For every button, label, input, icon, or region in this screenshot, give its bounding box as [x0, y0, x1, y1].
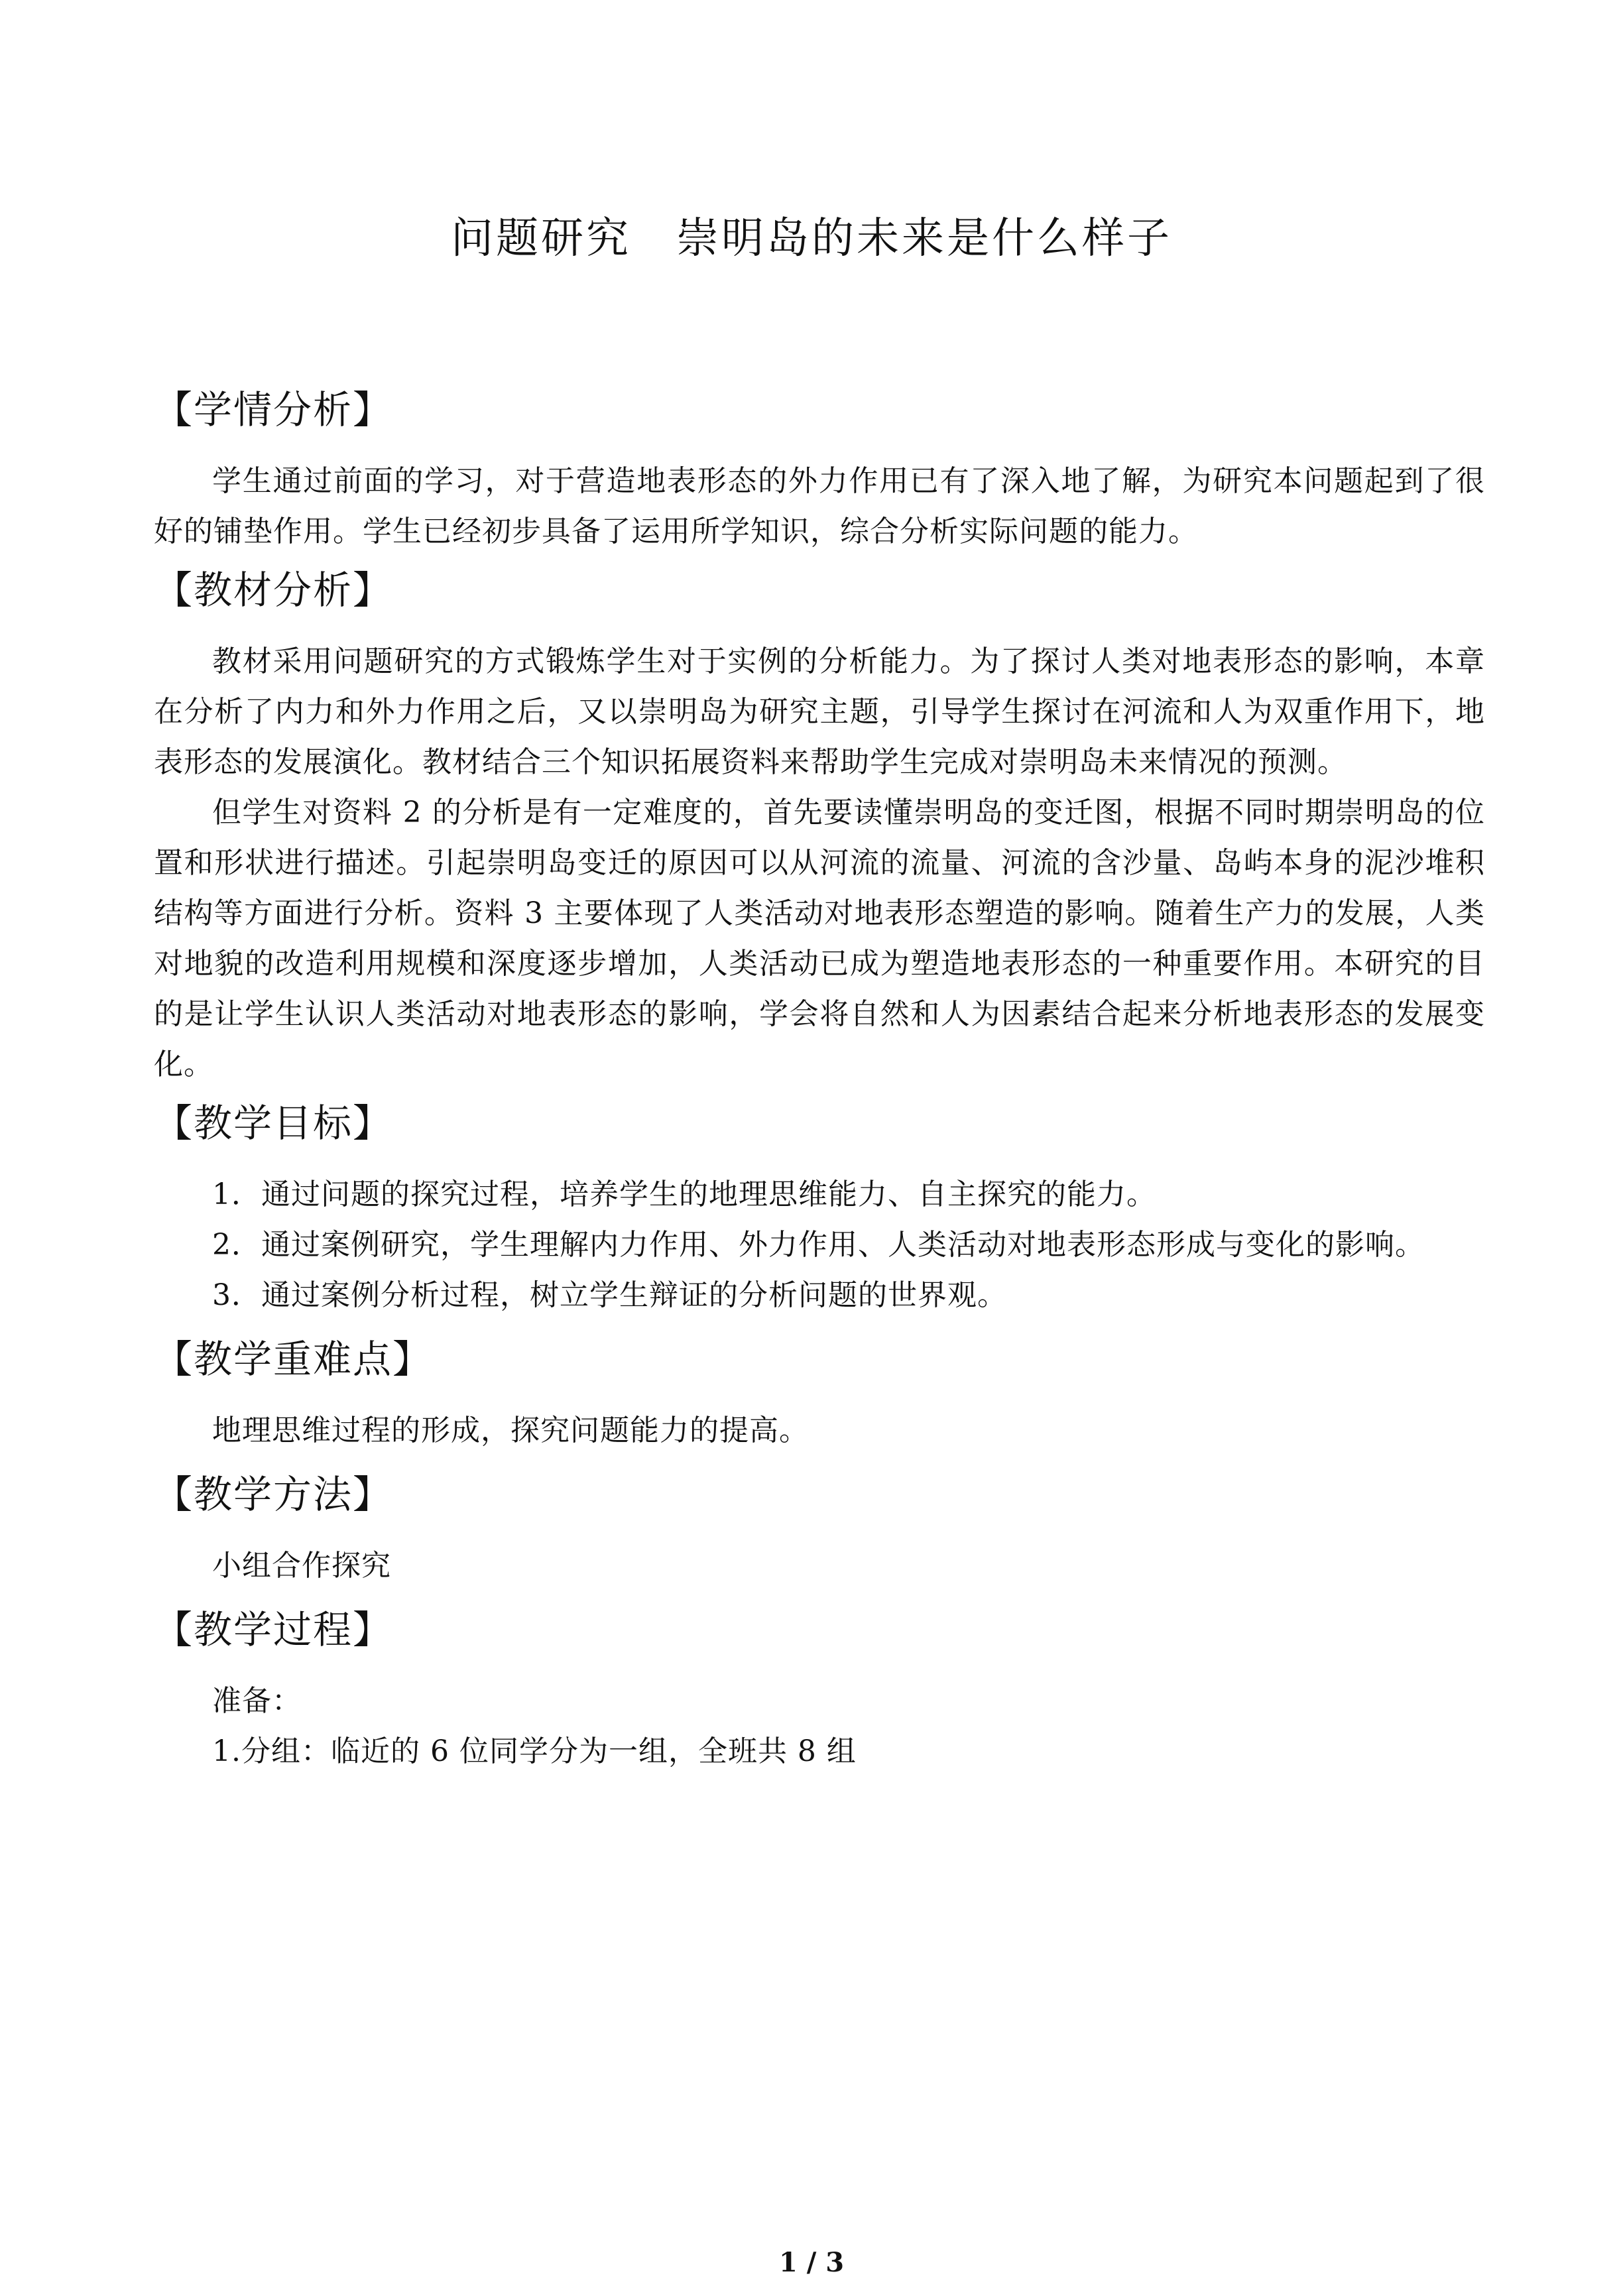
document-title: 问题研究 崇明岛的未来是什么样子	[451, 214, 1172, 263]
paragraph: 但学生对资料 2 的分析是有一定难度的，首先要读懂崇明岛的变迁图，根据不同时期崇明岛的位置和形状进行描述。引起崇明岛变迁的原因可以从河流的流量、河流的含沙量、岛屿本身的泥沙堆积结构等方面进行分析。资料 3 主要体现了人类活动对地表形态塑造的影响。随着生产力的发展，人类对地貌的改造利用规模和深度逐步增加，人类活动已成为塑造地表形态的一种重要作用。本研究的目的是让学生认识人类活动对地表形态的影响，学会将自然和人为因素结合起来分析地表形态的发展变化。	[154, 796, 1485, 1081]
paragraph: 教材采用问题研究的方式锻炼学生对于实例的分析能力。为了探讨人类对地表形态的影响，本章在分析了内力和外力作用之后，又以崇明岛为研究主题，引导学生探讨在河流和人为双重作用下，地表形态的发展演化。教材结合三个知识拓展资料来帮助学生完成对崇明岛未来情况的预测。	[154, 644, 1485, 779]
section-heading-jiaocai: 【教材分析】	[154, 568, 393, 613]
paragraph: 学生通过前面的学习，对于营造地表形态的外力作用已有了深入地了解，为研究本问题起到了很好的铺垫作用。学生已经初步具备了运用所学知识，综合分析实际问题的能力。	[154, 464, 1485, 548]
section-heading-guocheng: 【教学过程】	[154, 1607, 393, 1652]
objective-item: 1．通过问题的探究过程，培养学生的地理思维能力、自主探究的能力。	[212, 1178, 1156, 1211]
paragraph: 1.分组：临近的 6 位同学分为一组，全班共 8 组	[212, 1734, 857, 1768]
section-heading-fangfa: 【教学方法】	[154, 1472, 393, 1517]
paragraph: 地理思维过程的形成，探究问题能力的提高。	[212, 1414, 809, 1447]
paragraph: 小组合作探究	[212, 1549, 391, 1583]
document-body	[154, 377, 1485, 1777]
section-heading-mubiao: 【教学目标】	[154, 1101, 393, 1146]
objective-item: 2．通过案例研究，学生理解内力作用、外力作用、人类活动对地表形态形成与变化的影响。	[212, 1228, 1425, 1262]
paragraph: 准备：	[212, 1684, 302, 1718]
section-heading-zhongnandian: 【教学重难点】	[154, 1337, 433, 1382]
objective-item: 3．通过案例分析过程，树立学生辩证的分析问题的世界观。	[212, 1278, 1007, 1312]
section-heading-xueqing: 【学情分析】	[154, 387, 393, 432]
page-number: 1 / 3	[778, 2247, 845, 2278]
